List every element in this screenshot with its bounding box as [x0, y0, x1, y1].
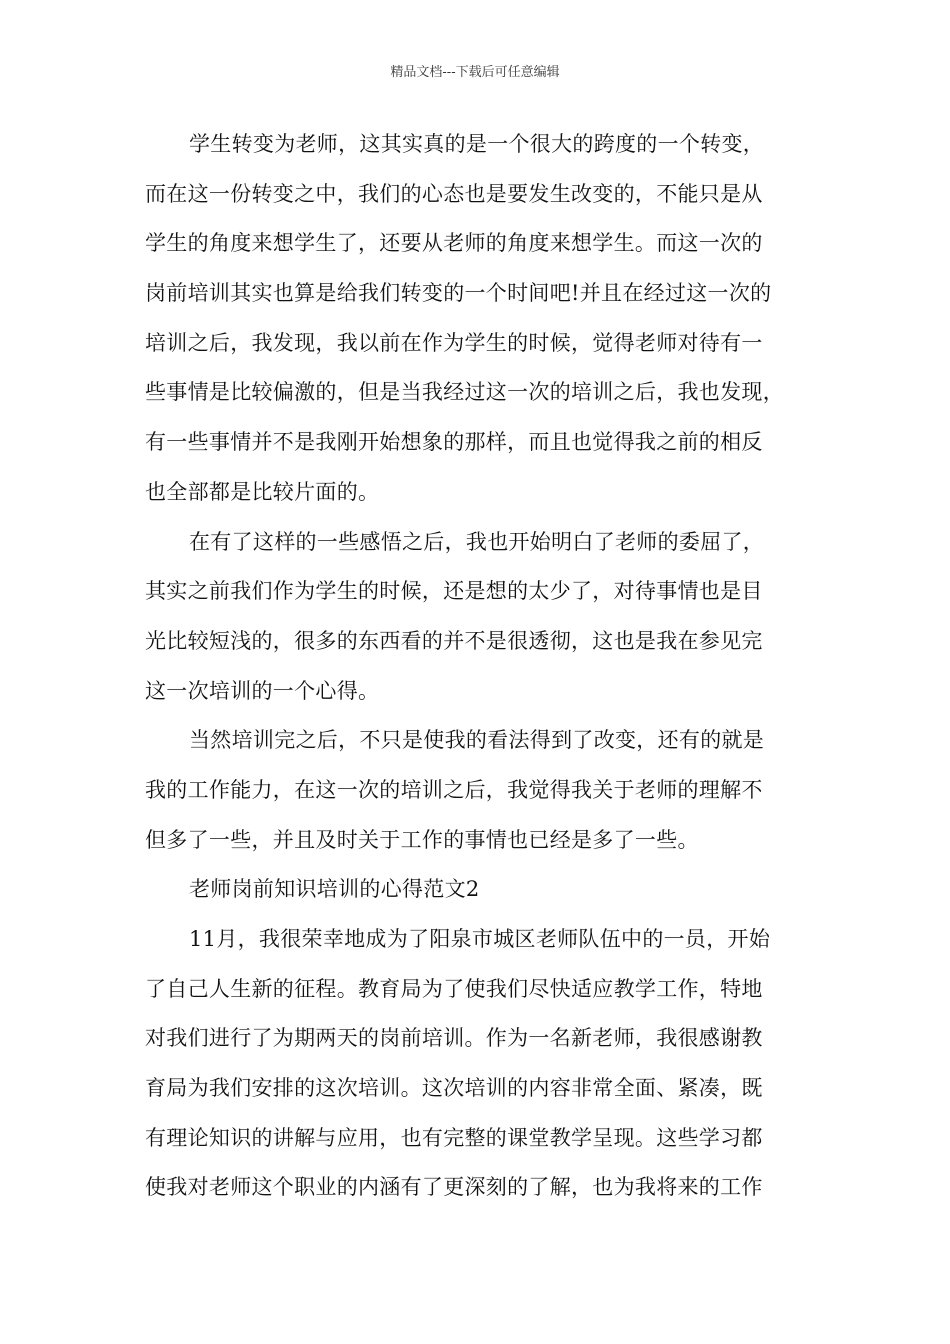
- text-line: 而在这一份转变之中，我们的心态也是要发生改变的，不能只是从: [145, 181, 763, 206]
- text-line: 有一些事情并不是我刚开始想象的那样，而且也觉得我之前的相反: [145, 430, 763, 455]
- text-line: 使我对老师这个职业的内涵有了更深刻的了解，也为我将来的工作: [145, 1175, 763, 1200]
- document-body: [145, 126, 825, 1219]
- text-line: 对我们进行了为期两天的岗前培训。作为一名新老师，我很感谢教: [145, 1026, 763, 1051]
- text-line: 有理论知识的讲解与应用，也有完整的课堂教学呈现。这些学习都: [145, 1125, 763, 1150]
- text-line: 学生转变为老师，这其实真的是一个很大的跨度的一个转变，: [189, 132, 765, 156]
- text-line: 育局为我们安排的这次培训。这次培训的内容非常全面、紧凑，既: [145, 1076, 763, 1101]
- text-line: 在有了这样的一些感悟之后，我也开始明白了老师的委屈了，: [189, 529, 765, 554]
- text-line: 岗前培训其实也算是给我们转变的一个时间吧!并且在经过这一次的: [145, 281, 772, 306]
- text-line: 也全部都是比较片面的。: [145, 479, 380, 504]
- text-line: 光比较短浅的，很多的东西看的并不是很透彻，这也是我在参见完: [145, 628, 763, 653]
- section-heading: 老师岗前知识培训的心得范文2: [189, 877, 480, 902]
- text-line: 这一次培训的一个心得。: [145, 678, 380, 703]
- text-line: 但多了一些，并且及时关于工作的事情也已经是多了一些。: [145, 827, 699, 852]
- text-line: 些事情是比较偏激的，但是当我经过这一次的培训之后，我也发现，: [145, 380, 784, 405]
- page-header: 精品文档---下载后可任意编辑: [390, 65, 560, 80]
- text-line: 学生的角度来想学生了，还要从老师的角度来想学生。而这一次的: [145, 231, 763, 256]
- text-line: 11月，我很荣幸地成为了阳泉市城区老师队伍中的一员，开始: [189, 927, 771, 951]
- text-line: 了自己人生新的征程。教育局为了使我们尽快适应教学工作，特地: [145, 976, 763, 1001]
- text-line: 培训之后，我发现，我以前在作为学生的时候，觉得老师对待有一: [145, 330, 763, 355]
- text-line: 其实之前我们作为学生的时候，还是想的太少了，对待事情也是目: [145, 579, 763, 604]
- text-line: 当然培训完之后，不只是使我的看法得到了改变，还有的就是: [189, 728, 765, 753]
- text-line: 我的工作能力，在这一次的培训之后，我觉得我关于老师的理解不: [145, 777, 763, 802]
